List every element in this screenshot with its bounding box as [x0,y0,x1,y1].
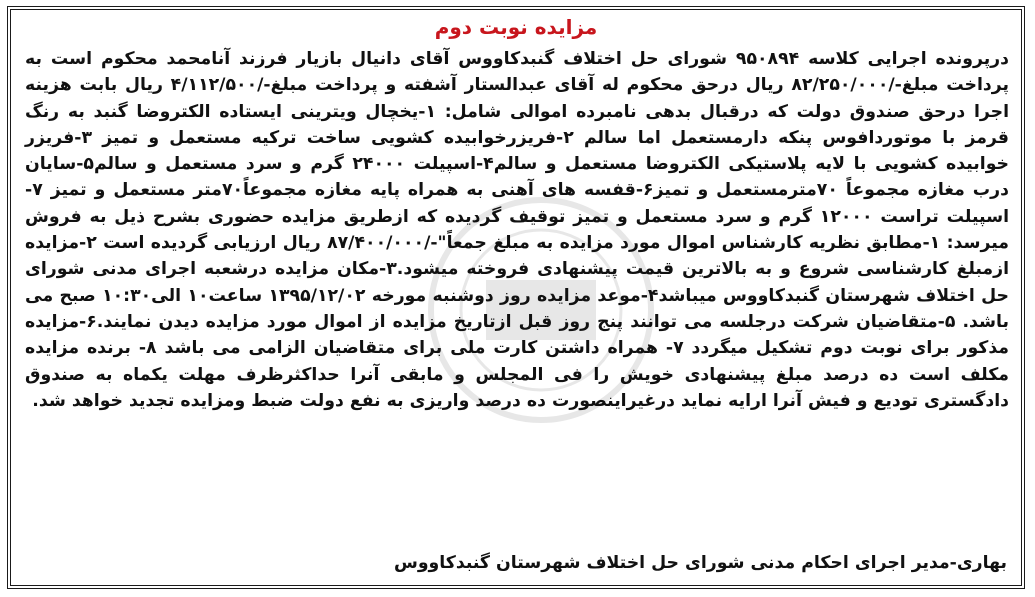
notice-title: مزایده نوبت دوم [434,15,598,39]
notice-body: درپرونده اجرایی کلاسه ۹۵۰۸۹۴ شورای حل اختلاف گنبدکاووس آقای دانیال بازیار فرزند آنامحمد محکوم است به پرداخت مبلغ-/۸۲/۲۵۰/۰۰۰ ریال درحق محکوم له آقای عبدالستار آشفته و پرداخت مبلغ-/۴/۱۱۲/۵۰۰ ریال بابت هزینه اجرا درحق صندوق دولت که درقبال بدهی نامبرده اموالی شامل: ۱-یخچال ویترینی ایستاده الکتروضا گنبد به رنگ قرمز با موتوردافوس پنکه دارمستعمل اما سالم ۲-فریزرخوابیده کشویی ساخت ترکیه مستعمل و تمیز ۳-فریزر خوابیده کشویی با لایه پلاستیکی الکتروضا مستعمل و سالم۴-اسپیلت ۲۴۰۰۰ گرم و سرد مستعمل و سالم۵-سایان درب مغازه مجموعاً ۷۰مترمستعمل و تمیز۶-قفسه های آهنی به همراه پایه مغازه مجموعاً۷۰متر مستعمل و تمیز ۷-اسپیلت تراست ۱۲۰۰۰ گرم و سرد مستعمل و تمیز توقیف گردیده که ازطریق مزایده حضوری بشرح ذیل به فروش میرسد: ۱-مطابق نظریه کارشناس اموال مورد مزایده به مبلغ جمعاً"-/۸۷/۴۰۰/۰۰۰ ریال ارزیابی گردیده است ۲-مزایده ازمبلغ کارشناسی شروع و به بالاترین قیمت پیشنهادی فروخته میشود.۳-مکان مزایده درشعبه اجرای مدنی شورای حل اختلاف شهرستان گنبدکاووس میباشد۴-موعد مزایده روز دوشنبه مورخه ۱۳۹۵/۱۲/۰۲ ساعت۱۰ الی۱۰:۳۰ صبح می باشد. ۵-متقاضیان شرکت درجلسه می توانند پنج روز قبل ازتاریخ مزایده از اموال مورد مزایده دیدن نمایند.۶-مزایده مذکور برای نوبت دوم تشکیل میگردد ۷- همراه داشتن کارت ملی برای متقاضیان الزامی می باشد ۸- برنده مزایده مکلف است ده درصد مبلغ پیشنهادی خویش را فی المجلس و مابقی آنرا حداکثرظرف مهلت یکماه به صندوق دادگستری تودیع و فیش آنرا ارایه نماید درغیراینصورت ده درصد واریزی به نفع دولت ضبط ومزایده تجدید خواهد شد. [25,49,1010,411]
notice-inner-border [10,9,1022,586]
notice-frame [7,6,1025,589]
notice-signature: بهاری-مدیر اجرای احکام مدنی شورای حل اختلاف شهرستان گنبدکاووس [393,553,1007,573]
